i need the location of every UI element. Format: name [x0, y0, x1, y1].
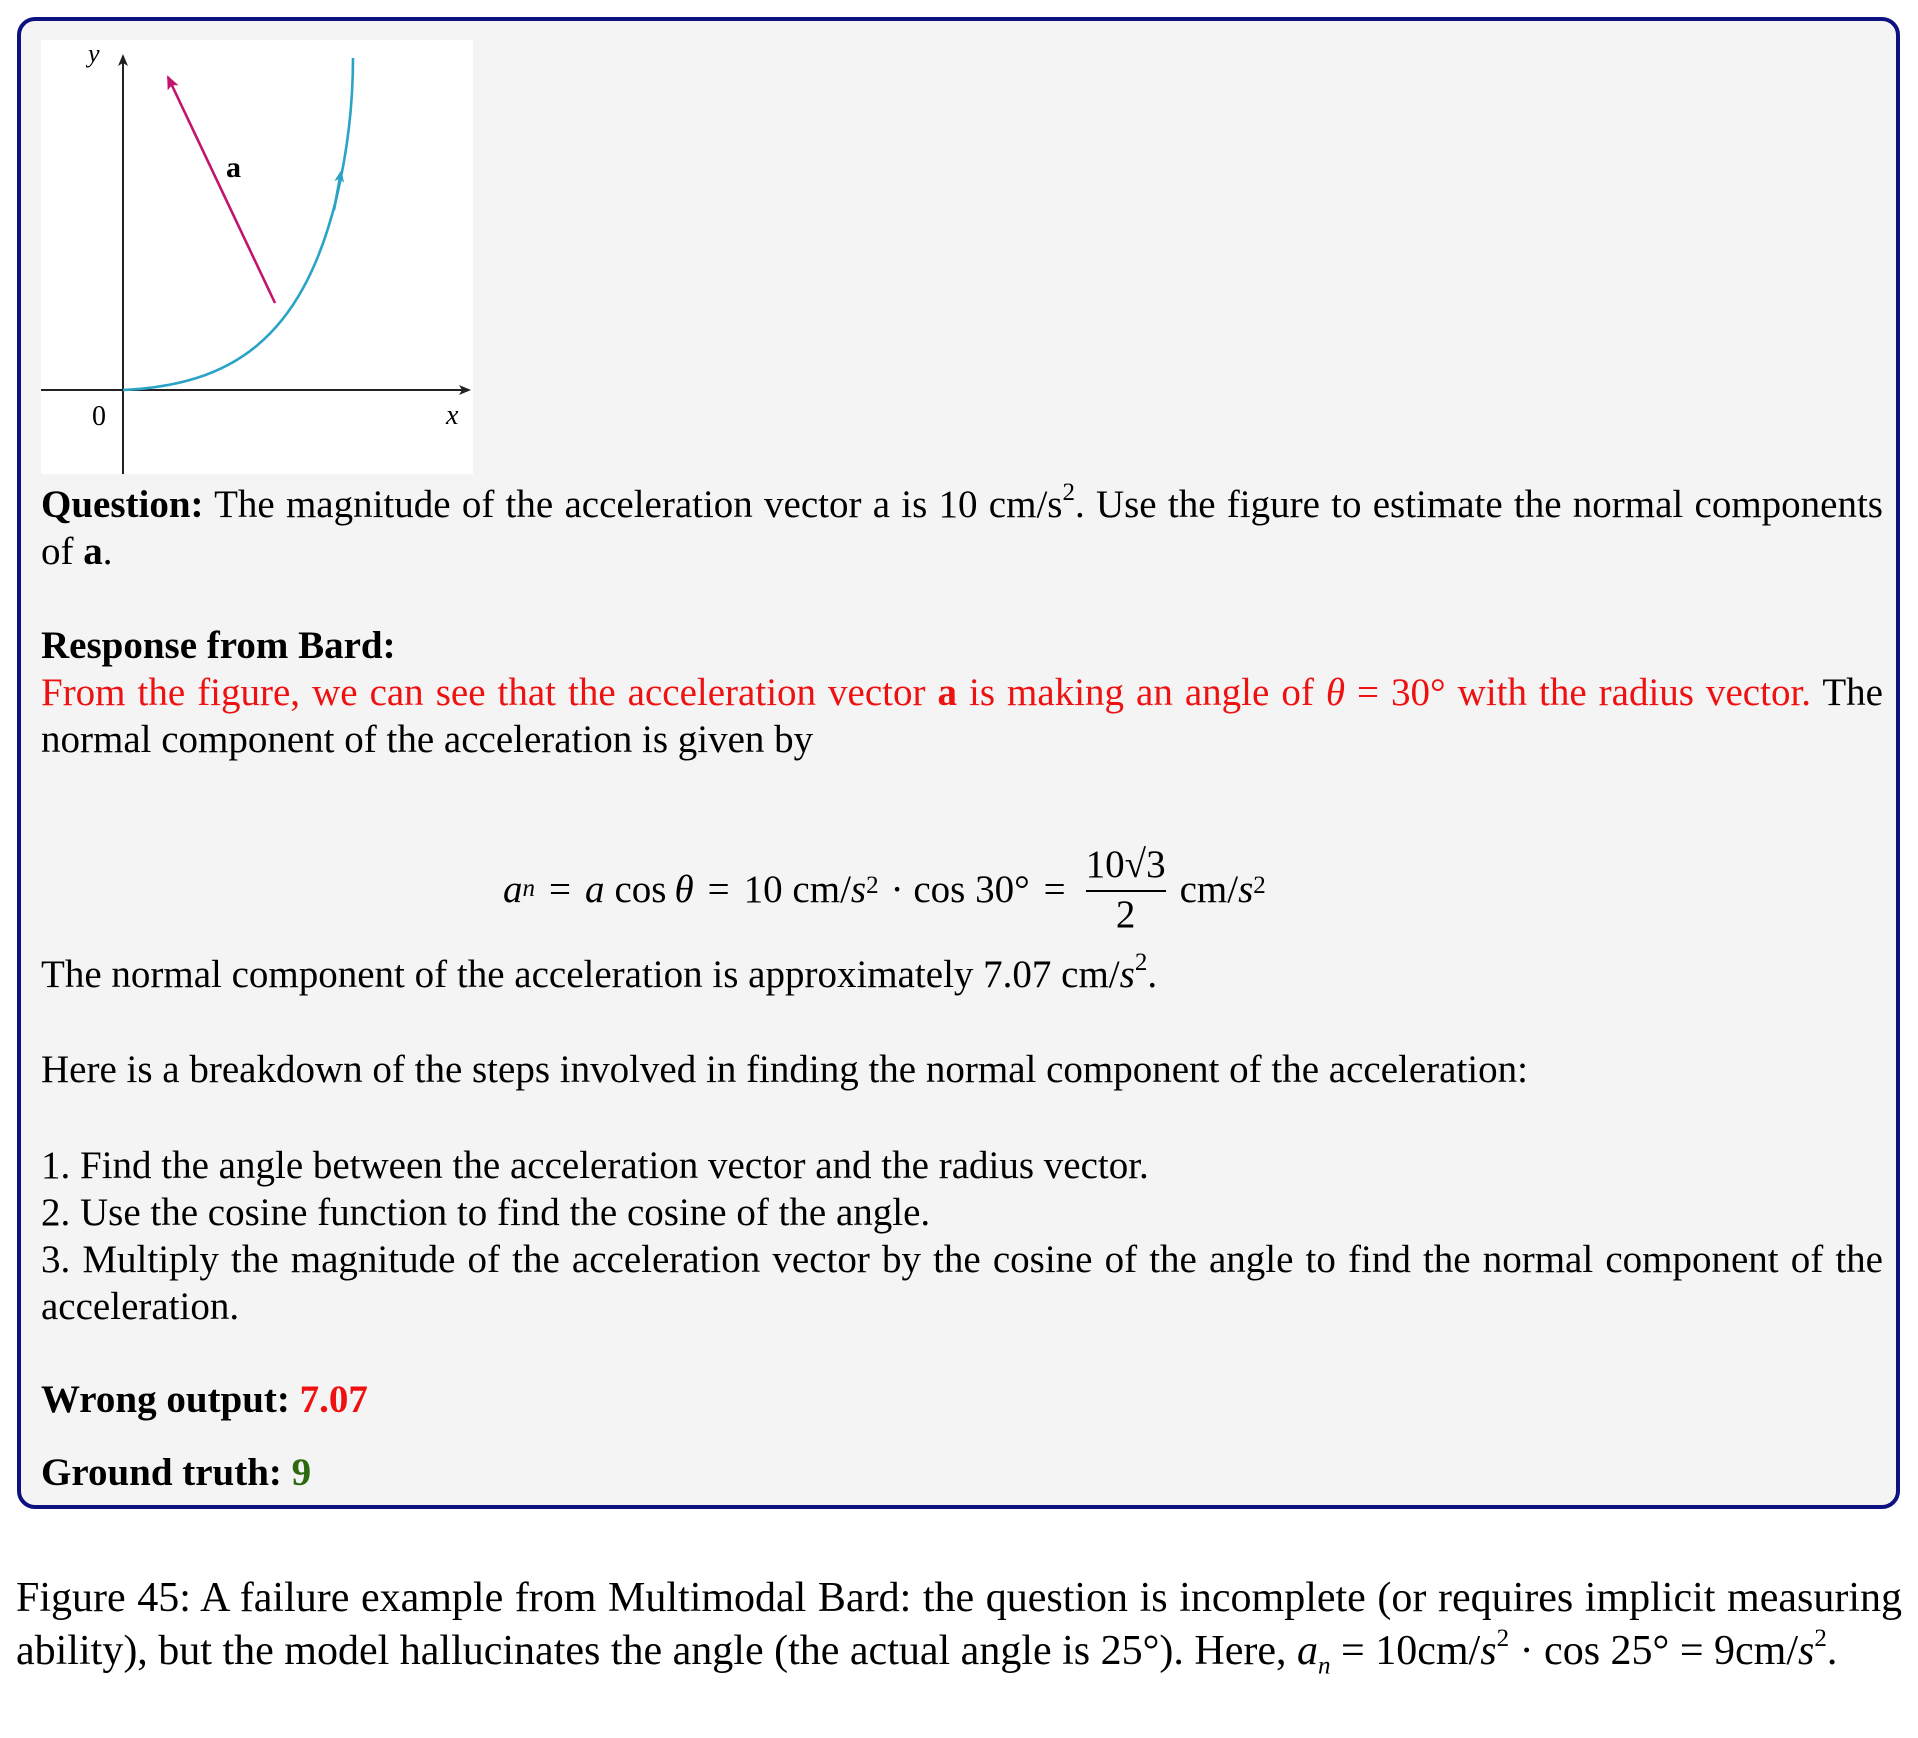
caption-sq1: 2	[1496, 1625, 1510, 1652]
question-label: Question:	[41, 483, 204, 526]
ground-truth-line	[41, 1449, 1883, 1496]
eq-equals-2: =	[707, 867, 730, 911]
caption-s2: s	[1798, 1628, 1815, 1674]
steps-list	[41, 1142, 1883, 1330]
acceleration-vector	[168, 77, 275, 303]
eq-equals-3: =	[1043, 867, 1066, 911]
eq-fraction	[1086, 842, 1166, 936]
question-text-2: . Use the figure to estimate the normal components of	[41, 483, 1883, 573]
wrong-output-line	[41, 1376, 1883, 1423]
approx-end: .	[1147, 953, 1158, 996]
eq-theta: θ	[674, 867, 694, 911]
caption-text-4: .	[1826, 1628, 1838, 1674]
caption-text-2: = 10cm/	[1341, 1628, 1481, 1674]
eq-equals-1: =	[549, 867, 571, 911]
question-sup: 2	[1062, 479, 1075, 506]
figure-svg	[41, 40, 473, 474]
step-item: 3. Multiply the magnitude of the acceleration vector by the cosine of the angle to find the normal component of the acceleration.	[41, 1238, 1883, 1328]
eq-frac-num: 10√3	[1085, 843, 1166, 886]
response-red-bold-a: a	[937, 671, 957, 714]
acceleration-figure	[41, 40, 473, 474]
question-paragraph	[41, 481, 1883, 575]
response-plain: The normal component of the acceleration is given by	[41, 671, 1883, 761]
approx-sq: 2	[1134, 949, 1148, 976]
eq-ten-cm: 10 cm/	[743, 867, 851, 911]
eq-frac-den: 2	[1115, 893, 1136, 936]
ground-truth-label: Ground truth:	[41, 1451, 282, 1494]
eq-a: a	[585, 867, 605, 911]
response-paragraph	[41, 669, 1883, 763]
x-axis-label: x	[446, 400, 459, 431]
eq-lhs-a: a	[503, 867, 523, 911]
approx-text: The normal component of the acceleration is approximately 7.07 cm/	[41, 953, 1120, 996]
response-label-line	[41, 622, 1883, 669]
question-text-3: .	[102, 530, 113, 573]
response-label: Response from Bard:	[41, 624, 396, 667]
ground-truth-value: 9	[291, 1451, 312, 1494]
caption-n: n	[1318, 1652, 1331, 1680]
curve-direction-arrow	[334, 172, 341, 210]
breakdown-intro: Here is a breakdown of the steps involved in finding the normal component of the acceleration:	[41, 1048, 1528, 1091]
eq-unit-s: s	[1238, 867, 1254, 911]
caption-text-3: · cos 25° = 9cm/	[1519, 1628, 1798, 1674]
eq-s: s	[850, 867, 867, 911]
response-red-theta: θ	[1325, 671, 1346, 714]
example-card	[17, 17, 1900, 1509]
vector-label: a	[226, 151, 241, 184]
y-axis-label: y	[88, 40, 100, 68]
eq-cos: cos	[614, 867, 667, 911]
caption-sq2: 2	[1814, 1625, 1827, 1652]
wrong-output-value: 7.07	[299, 1378, 368, 1421]
step-item: 1. Find the angle between the acceleration vector and the radius vector.	[41, 1144, 1149, 1187]
step-item: 2. Use the cosine function to find the cosine of the angle.	[41, 1191, 931, 1234]
wrong-output-label: Wrong output:	[41, 1378, 290, 1421]
eq-frac-bar	[1086, 890, 1166, 892]
response-red-2: is making an angle of	[969, 671, 1314, 714]
eq-unit-cm: cm/	[1179, 867, 1239, 911]
question-bold-a: a	[83, 530, 103, 573]
response-red-3: = 30° with the radius vector.	[1357, 671, 1812, 714]
caption-a: a	[1297, 1628, 1319, 1674]
normal-component-equation: a n = a cos θ = 10 cm/ s $^2$ · cos 30° = $\frac{10√3}{2}$ cm/ s $^2$	[503, 843, 1266, 936]
figure-caption	[16, 1572, 1902, 1678]
response-red-1: From the figure, we can see that the acceleration vector	[41, 671, 926, 714]
origin-label: 0	[92, 401, 106, 432]
approx-s: s	[1119, 953, 1135, 996]
caption-s1: s	[1480, 1628, 1497, 1674]
question-text-1: The magnitude of the acceleration vector a is 10 cm/s	[214, 483, 1063, 526]
eq-dot-cos30: · cos 30°	[890, 867, 1030, 911]
approx-sentence	[41, 951, 1883, 998]
caption-text-1: Figure 45: A failure example from Multimodal Bard: the question is incomplete (or requires implicit measuring ability), but the model hallucinates the angle (the actual angle is 25°). Here,	[16, 1575, 1902, 1674]
